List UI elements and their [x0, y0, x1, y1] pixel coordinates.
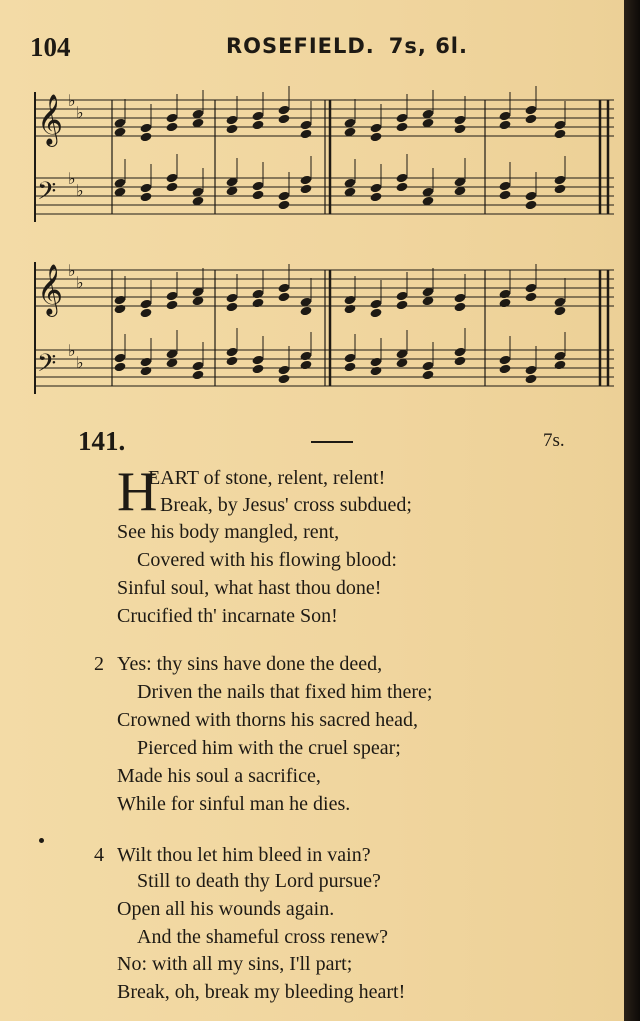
flat-icon: ♭: [76, 103, 84, 122]
flat-icon: ♭: [76, 181, 84, 200]
verse-2-line-3: Crowned with thorns his sacred head,: [117, 709, 419, 731]
note-head: [525, 292, 538, 303]
note-head: [344, 362, 357, 373]
staff-lines: [35, 91, 614, 394]
note-head: [370, 366, 383, 377]
note-head: [422, 370, 435, 381]
note-head: [454, 302, 467, 313]
note-head: [114, 362, 127, 373]
margin-dot: [39, 838, 44, 843]
note-head: [554, 184, 567, 195]
treble-clef-icon: 𝄞: [37, 94, 64, 145]
verse-2-line-5: Made his soul a sacrifice,: [117, 765, 321, 787]
flat-icon: ♭: [68, 169, 76, 188]
flat-icon: ♭: [68, 341, 76, 360]
note-head: [370, 132, 383, 143]
verse-4-line-4: And the shameful cross renew?: [137, 926, 389, 948]
verse-2-line-2: Driven the nails that fixed him there;: [137, 681, 433, 703]
note-head: [252, 364, 265, 375]
note-head: [278, 114, 291, 125]
verse-1-line-1: EART of stone, relent, relent!: [148, 467, 386, 489]
flat-icon: ♭: [76, 353, 84, 372]
note-head: [300, 306, 313, 317]
hymn-meter: 7s.: [543, 430, 565, 451]
note-head: [554, 129, 567, 140]
note-head: [300, 184, 313, 195]
hymn-number: 141.: [78, 426, 126, 456]
note-head: [525, 200, 538, 211]
note-head: [525, 114, 538, 125]
note-head: [226, 302, 239, 313]
treble-clef-icon: 𝄞: [37, 264, 64, 315]
verse-4-line-2: Still to death thy Lord pursue?: [137, 870, 381, 892]
note-head: [370, 192, 383, 203]
note-head: [140, 366, 153, 377]
note-head: [344, 304, 357, 315]
note-head: [226, 124, 239, 135]
note-head: [499, 120, 512, 131]
verse-4-line-5: No: with all my sins, I'll part;: [117, 953, 353, 975]
note-head: [554, 360, 567, 371]
note-head: [166, 122, 179, 133]
verse-1-line-2: Break, by Jesus' cross subdued;: [160, 494, 412, 516]
note-head: [166, 182, 179, 193]
note-head: [140, 132, 153, 143]
note-head: [252, 298, 265, 309]
note-head: [114, 304, 127, 315]
note-head: [396, 122, 409, 133]
note-head: [396, 182, 409, 193]
hymn-divider-dash: [311, 441, 353, 443]
tune-meter: 7s, 6l.: [388, 34, 468, 58]
note-head: [499, 190, 512, 201]
flat-icon: ♭: [68, 261, 76, 280]
verse-4-line-1: Wilt thou let him bleed in vain?: [117, 844, 371, 866]
verse-4-line-3: Open all his wounds again.: [117, 898, 335, 920]
note-head: [192, 370, 205, 381]
verse-4-number: 4: [94, 844, 104, 866]
note-head: [396, 300, 409, 311]
verse-1-line-5: Sinful soul, what hast thou done!: [117, 577, 382, 599]
note-head: [454, 124, 467, 135]
note-head: [278, 292, 291, 303]
flat-icon: ♭: [76, 273, 84, 292]
bass-clef-icon: 𝄢: [37, 177, 57, 212]
drop-cap: H: [117, 461, 158, 523]
music-score: [0, 0, 640, 420]
verse-4-line-6: Break, oh, break my bleeding heart!: [117, 981, 406, 1003]
note-head: [140, 308, 153, 319]
note-head: [370, 308, 383, 319]
flat-icon: ♭: [68, 91, 76, 110]
note-head: [252, 190, 265, 201]
tune-name: ROSEFIELD.: [226, 34, 375, 58]
note-head: [140, 192, 153, 203]
note-head: [300, 360, 313, 371]
verse-2-line-1: Yes: thy sins have done the deed,: [117, 653, 383, 675]
note-head: [454, 356, 467, 367]
note-head: [499, 364, 512, 375]
verse-2-number: 2: [94, 653, 104, 675]
verse-2-line-6: While for sinful man he dies.: [117, 793, 351, 815]
note-head: [278, 200, 291, 211]
page-number: 104: [30, 32, 71, 62]
verse-1-line-6: Crucified th' incarnate Son!: [117, 605, 338, 627]
note-head: [554, 306, 567, 317]
verse-2-line-4: Pierced him with the cruel spear;: [137, 737, 401, 759]
notes: [114, 86, 567, 384]
note-head: [300, 129, 313, 140]
note-head: [166, 300, 179, 311]
note-head: [278, 374, 291, 385]
note-head: [252, 120, 265, 131]
note-head: [226, 356, 239, 367]
bass-clef-icon: 𝄢: [37, 349, 57, 384]
note-head: [499, 298, 512, 309]
note-head: [525, 374, 538, 385]
verse-1-line-4: Covered with his flowing blood:: [137, 549, 397, 571]
verse-1-line-3: See his body mangled, rent,: [117, 521, 340, 543]
